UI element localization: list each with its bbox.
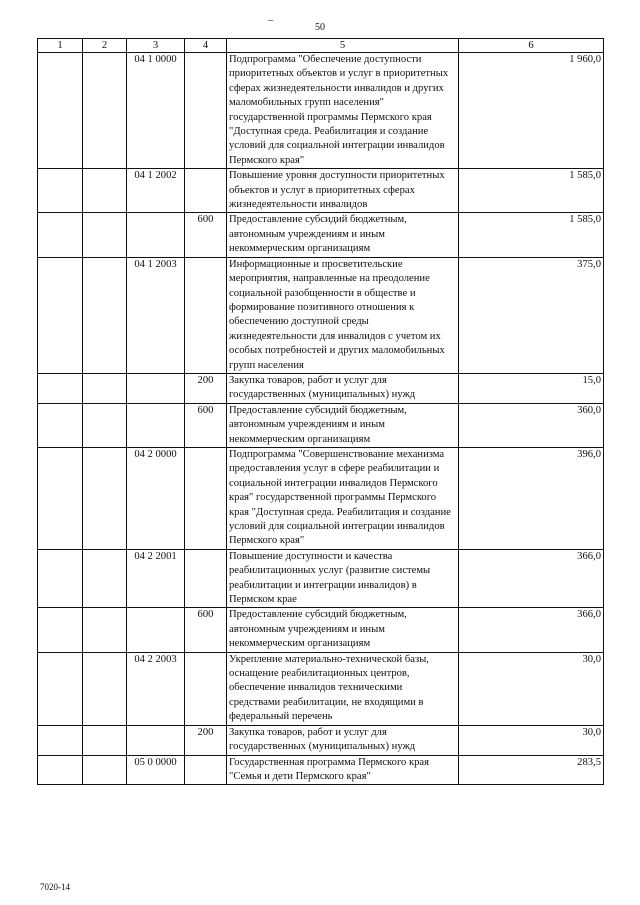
description-cell: Повышение доступности и качества реабилитационных услуг (развитие системы реабилитации и интеграции инвалидов) в Пермском крае: [227, 549, 459, 608]
col1-cell: [38, 53, 83, 169]
description-cell: Подпрограмма "Обеспечение доступности приоритетных объектов и услуг в приоритетных сферах жизнедеятельности инвалидов и других маломобильных групп населения" государственной программы Пермского края "Доступная среда. Реабилитация и создание условий для социальной интеграции инвалидов Пермского края": [227, 53, 459, 169]
table-row: [38, 373, 604, 403]
expense-type-cell: [185, 755, 227, 785]
col2-cell: [83, 257, 127, 373]
amount-cell: 375,0: [459, 257, 604, 373]
col2-cell: [83, 403, 127, 447]
table-row: [38, 169, 604, 213]
description-cell: Подпрограмма "Совершенствование механизма предоставления услуг в сфере реабилитации и социальной интеграции инвалидов Пермского края" государственной программы Пермского края "Доступная среда. Реабилитация и создание условий для социальной интеграции инвалидов Пермского края": [227, 447, 459, 549]
target-code-cell: [127, 608, 185, 652]
header-row: [38, 39, 604, 53]
col1-cell: [38, 725, 83, 755]
col1-cell: [38, 213, 83, 257]
description-cell: Повышение уровня доступности приоритетных объектов и услуг в приоритетных сферах жизнедеятельности инвалидов: [227, 169, 459, 213]
target-code-cell: 04 1 2003: [127, 257, 185, 373]
amount-cell: 1 585,0: [459, 213, 604, 257]
col1-cell: [38, 447, 83, 549]
description-cell: Закупка товаров, работ и услуг для государственных (муниципальных) нужд: [227, 373, 459, 403]
col2-cell: [83, 373, 127, 403]
expense-type-cell: [185, 447, 227, 549]
table-row: [38, 257, 604, 373]
expense-type-cell: [185, 549, 227, 608]
col1-cell: [38, 549, 83, 608]
footer-document-code: 7020-14: [40, 882, 70, 892]
expense-type-cell: 600: [185, 403, 227, 447]
column-header-4: 4: [185, 39, 227, 53]
table-row: [38, 549, 604, 608]
col1-cell: [38, 169, 83, 213]
column-header-6: 6: [459, 39, 604, 53]
amount-cell: 1 960,0: [459, 53, 604, 169]
col2-cell: [83, 213, 127, 257]
table-row: [38, 403, 604, 447]
amount-cell: 30,0: [459, 652, 604, 725]
col1-cell: [38, 652, 83, 725]
table-row: [38, 213, 604, 257]
expense-type-cell: [185, 169, 227, 213]
target-code-cell: [127, 725, 185, 755]
expense-type-cell: 200: [185, 725, 227, 755]
table-row: [38, 53, 604, 169]
col1-cell: [38, 755, 83, 785]
col2-cell: [83, 608, 127, 652]
table-row: [38, 755, 604, 785]
description-cell: Укрепление материально-технической базы, оснащение реабилитационных центров, обеспечение инвалидов техническими средствами реабилитации, не входящими в федеральный перечень: [227, 652, 459, 725]
top-dash-mark: _: [268, 11, 273, 22]
expense-type-cell: 200: [185, 373, 227, 403]
target-code-cell: [127, 373, 185, 403]
target-code-cell: 04 2 0000: [127, 447, 185, 549]
amount-cell: 396,0: [459, 447, 604, 549]
amount-cell: 15,0: [459, 373, 604, 403]
target-code-cell: [127, 403, 185, 447]
col1-cell: [38, 373, 83, 403]
table-row: [38, 725, 604, 755]
page-number: 50: [315, 22, 325, 33]
description-cell: Предоставление субсидий бюджетным, автономным учреждениям и иным некоммерческим организациям: [227, 608, 459, 652]
col2-cell: [83, 755, 127, 785]
column-header-3: 3: [127, 39, 185, 53]
table-row: [38, 608, 604, 652]
target-code-cell: 04 2 2003: [127, 652, 185, 725]
target-code-cell: [127, 213, 185, 257]
description-cell: Государственная программа Пермского края "Семья и дети Пермского края": [227, 755, 459, 785]
col2-cell: [83, 53, 127, 169]
expense-type-cell: [185, 257, 227, 373]
target-code-cell: 04 1 2002: [127, 169, 185, 213]
col1-cell: [38, 257, 83, 373]
target-code-cell: 05 0 0000: [127, 755, 185, 785]
description-cell: Предоставление субсидий бюджетным, автономным учреждениям и иным некоммерческим организациям: [227, 403, 459, 447]
col2-cell: [83, 549, 127, 608]
column-header-1: 1: [38, 39, 83, 53]
budget-table: [37, 38, 604, 785]
target-code-cell: 04 1 0000: [127, 53, 185, 169]
col2-cell: [83, 652, 127, 725]
expense-type-cell: [185, 53, 227, 169]
table-row: [38, 447, 604, 549]
target-code-cell: 04 2 2001: [127, 549, 185, 608]
amount-cell: 366,0: [459, 608, 604, 652]
col2-cell: [83, 447, 127, 549]
amount-cell: 30,0: [459, 725, 604, 755]
col2-cell: [83, 725, 127, 755]
column-header-5: 5: [227, 39, 459, 53]
col1-cell: [38, 608, 83, 652]
amount-cell: 366,0: [459, 549, 604, 608]
expense-type-cell: [185, 652, 227, 725]
col1-cell: [38, 403, 83, 447]
description-cell: Информационные и просветительские мероприятия, направленные на преодоление социальной разобщенности в обществе и формирование позитивного отношения к обеспечению доступной среды жизнедеятельности для инвалидов с учетом их особых потребностей и других маломобильных групп населения: [227, 257, 459, 373]
expense-type-cell: 600: [185, 213, 227, 257]
description-cell: Закупка товаров, работ и услуг для государственных (муниципальных) нужд: [227, 725, 459, 755]
description-cell: Предоставление субсидий бюджетным, автономным учреждениям и иным некоммерческим организациям: [227, 213, 459, 257]
col2-cell: [83, 169, 127, 213]
expense-type-cell: 600: [185, 608, 227, 652]
amount-cell: 283,5: [459, 755, 604, 785]
table-row: [38, 652, 604, 725]
amount-cell: 1 585,0: [459, 169, 604, 213]
amount-cell: 360,0: [459, 403, 604, 447]
column-header-2: 2: [83, 39, 127, 53]
